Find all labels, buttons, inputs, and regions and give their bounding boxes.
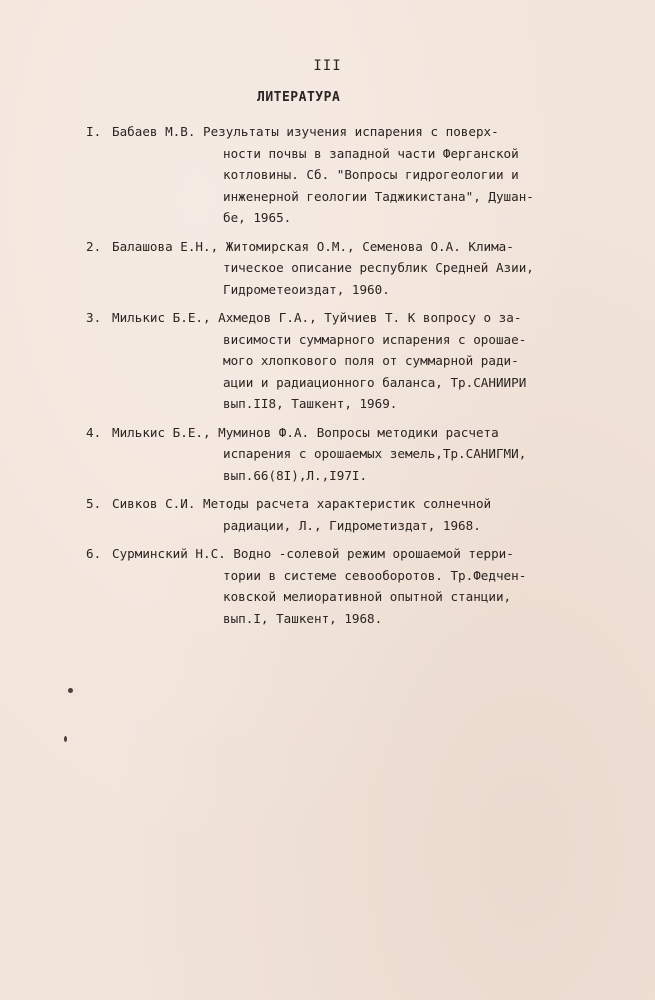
reference-line (86, 236, 586, 258)
reference-line (86, 121, 586, 143)
reference-line: ации и радиационного баланса, Тр.САНИИРИ (223, 374, 527, 390)
reference-list (86, 121, 586, 636)
reference-number: 2. (86, 238, 102, 254)
reference-line: мого хлопкового поля от суммарной ради- (223, 353, 519, 368)
reference-text: Сивков С.И. Методы расчета характеристик солнечной (112, 496, 492, 511)
reference-item (86, 422, 586, 487)
reference-line: вып.66(8I),Л.,I97I. (223, 467, 368, 483)
reference-item (86, 543, 586, 629)
reference-line: ковской мелиоративной опытной станции, (223, 589, 512, 604)
reference-line (86, 543, 586, 565)
reference-item (86, 307, 586, 415)
reference-line: ности почвы в западной части Ферганской (223, 145, 519, 161)
reference-line: испарения с орошаемых земель,Тр.САНИГМИ, (223, 446, 527, 461)
reference-line: вып.II8, Ташкент, 1969. (223, 396, 398, 411)
reference-line: бе, 1965. (223, 210, 292, 225)
reference-item (86, 236, 586, 301)
reference-line: вып.I, Ташкент, 1968. (223, 610, 383, 626)
ink-speck (64, 736, 67, 742)
reference-line: радиации, Л., Гидрометиздат, 1968. (223, 517, 481, 533)
page-number: III (313, 58, 342, 74)
reference-text: Бабаев М.В. Результаты изучения испарения с поверх- (112, 124, 499, 139)
reference-item (86, 493, 586, 536)
reference-item (86, 121, 586, 229)
reference-line: висимости суммарного испарения с орошае- (223, 331, 527, 347)
reference-line: инженерной геологии Таджикистана", Душан- (223, 188, 534, 204)
reference-number: I. (86, 124, 102, 139)
reference-number: 4. (86, 424, 102, 440)
reference-text: Сурминский Н.С. Водно -солевой режим орошаемой терри- (112, 546, 514, 561)
reference-number: 3. (86, 310, 102, 325)
reference-line (86, 422, 586, 444)
reference-text: Милькис Б.Е., Ахмедов Г.А., Туйчиев Т. К вопросу о за- (112, 310, 522, 325)
reference-number: 5. (86, 496, 102, 511)
reference-text: Балашова Е.Н., Житомирская О.М., Семенова О.А. Клима- (112, 238, 514, 254)
reference-line: котловины. Сб. "Вопросы гидрогеологии и (223, 167, 519, 182)
reference-text: Милькис Б.Е., Муминов Ф.А. Вопросы методики расчета (112, 424, 499, 440)
reference-line: тическое описание республик Средней Азии, (223, 260, 534, 275)
reference-line (86, 493, 586, 515)
section-heading: ЛИТЕРАТУРА (257, 90, 341, 105)
reference-line: тории в системе севооборотов. Тр.Федчен- (223, 567, 527, 583)
ink-speck (68, 688, 73, 693)
reference-line (86, 307, 586, 329)
reference-line: Гидрометеоиздат, 1960. (223, 281, 390, 297)
reference-number: 6. (86, 546, 102, 561)
